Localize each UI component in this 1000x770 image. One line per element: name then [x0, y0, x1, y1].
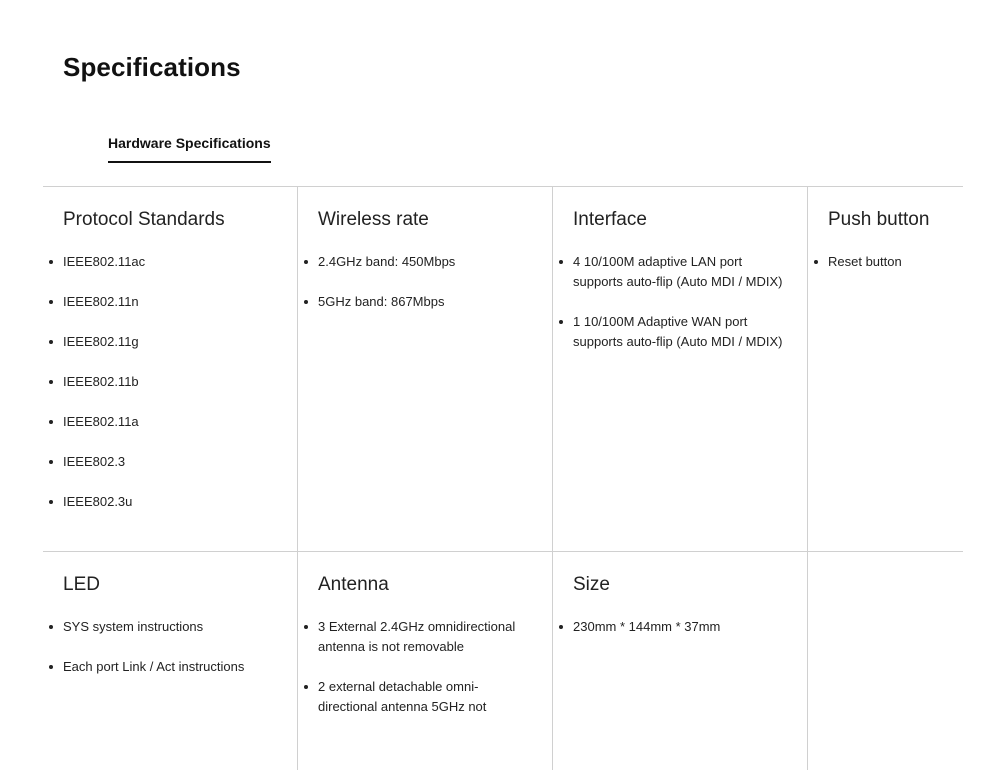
- spec-list: [63, 252, 277, 512]
- tab-hardware-specifications[interactable]: Hardware Specifications: [108, 135, 271, 163]
- spec-title: Push button: [828, 209, 930, 230]
- spec-item: IEEE802.3: [63, 452, 277, 472]
- spec-cell-size: [553, 552, 808, 770]
- spec-item: IEEE802.11a: [63, 412, 277, 432]
- spec-item: 5GHz band: 867Mbps: [318, 292, 532, 312]
- spec-item: IEEE802.3u: [63, 492, 277, 512]
- spec-list: [573, 617, 787, 637]
- spec-cell-led: [43, 552, 298, 770]
- spec-title: Antenna: [318, 574, 389, 595]
- spec-cell-push-button: [808, 187, 963, 551]
- spec-title: LED: [63, 574, 100, 595]
- spec-cell-protocol-standards: [43, 187, 298, 551]
- spec-cell-interface: [553, 187, 808, 551]
- spec-item: SYS system instructions: [63, 617, 277, 637]
- spec-title: Interface: [573, 209, 647, 230]
- spec-item: 2.4GHz band: 450Mbps: [318, 252, 532, 272]
- spec-cell-antenna: [298, 552, 553, 770]
- spec-item: 4 10/100M adaptive LAN port supports auto-flip (Auto MDI / MDIX): [573, 252, 787, 292]
- page-title: Specifications: [63, 52, 241, 82]
- spec-item: Each port Link / Act instructions: [63, 657, 277, 677]
- spec-item: IEEE802.11ac: [63, 252, 277, 272]
- spec-title: Size: [573, 574, 610, 595]
- spec-item: Reset button: [828, 252, 943, 272]
- spec-list: [318, 252, 532, 312]
- spec-grid: [43, 186, 963, 770]
- spec-item: IEEE802.11g: [63, 332, 277, 352]
- spec-item: IEEE802.11b: [63, 372, 277, 392]
- spec-list: [63, 617, 277, 677]
- spec-cell-wireless-rate: [298, 187, 553, 551]
- spec-row: [43, 552, 963, 770]
- spec-title: Protocol Standards: [63, 209, 225, 230]
- spec-item: IEEE802.11n: [63, 292, 277, 312]
- spec-list: [828, 252, 943, 272]
- spec-row: [43, 187, 963, 552]
- spec-item: 230mm * 144mm * 37mm: [573, 617, 787, 637]
- spec-item: 1 10/100M Adaptive WAN port supports auto-flip (Auto MDI / MDIX): [573, 312, 787, 352]
- spec-title: Wireless rate: [318, 209, 429, 230]
- spec-item: 2 external detachable omni-directional antenna 5GHz not: [318, 677, 532, 717]
- spec-list: [318, 617, 532, 717]
- spec-cell-empty: [808, 552, 963, 770]
- spec-list: [573, 252, 787, 352]
- spec-item: 3 External 2.4GHz omnidirectional antenna is not removable: [318, 617, 532, 657]
